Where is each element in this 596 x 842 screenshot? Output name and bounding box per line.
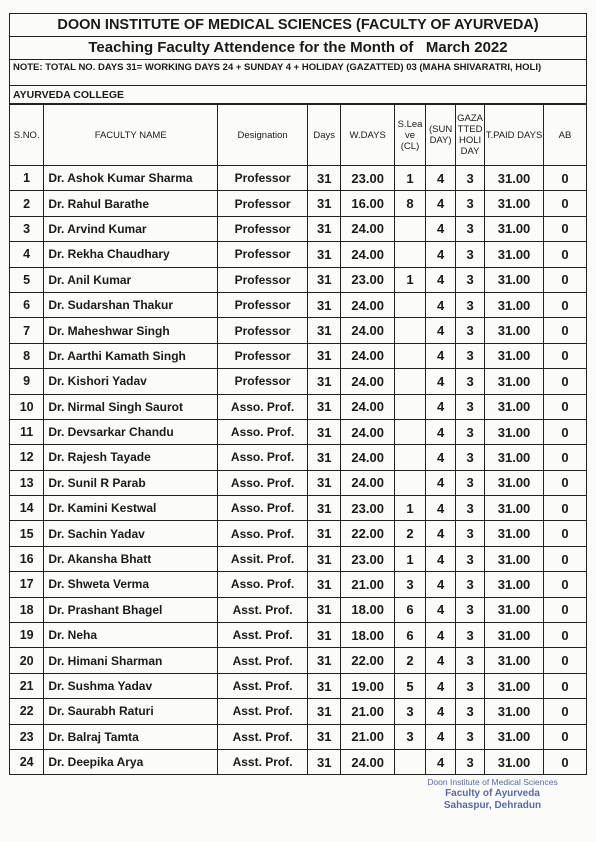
cell-holiday: 3 xyxy=(456,191,485,216)
sheet-title: Teaching Faculty Attendence for the Month of March 2022 xyxy=(10,37,586,60)
cell-days: 31 xyxy=(308,166,341,191)
cell-days: 31 xyxy=(308,394,341,419)
cell-ab: 0 xyxy=(544,724,587,749)
cell-holiday: 3 xyxy=(456,724,485,749)
cell-name: Dr. Kishori Yadav xyxy=(44,369,218,394)
cell-sunday: 4 xyxy=(426,394,456,419)
cell-name: Dr. Rekha Chaudhary xyxy=(44,242,218,267)
cell-name: Dr. Shweta Verma xyxy=(44,572,218,597)
cell-sleave: 8 xyxy=(394,191,425,216)
cell-sno: 11 xyxy=(10,419,44,444)
table-row xyxy=(10,496,587,521)
cell-name: Dr. Rajesh Tayade xyxy=(44,445,218,470)
table-row xyxy=(10,749,587,774)
cell-name: Dr. Akansha Bhatt xyxy=(44,546,218,571)
cell-designation: Professor xyxy=(218,166,308,191)
cell-wdays: 24.00 xyxy=(341,470,395,495)
cell-days: 31 xyxy=(308,572,341,597)
cell-days: 31 xyxy=(308,242,341,267)
cell-designation: Professor xyxy=(218,369,308,394)
cell-ab: 0 xyxy=(544,445,587,470)
cell-holiday: 3 xyxy=(456,216,485,241)
cell-sleave xyxy=(394,394,425,419)
cell-name: Dr. Prashant Bhagel xyxy=(44,597,218,622)
cell-name: Dr. Saurabh Raturi xyxy=(44,699,218,724)
cell-holiday: 3 xyxy=(456,496,485,521)
cell-sno: 12 xyxy=(10,445,44,470)
cell-name: Dr. Arvind Kumar xyxy=(44,216,218,241)
cell-sleave: 3 xyxy=(394,572,425,597)
table-row xyxy=(10,191,587,216)
table-row xyxy=(10,623,587,648)
cell-ab: 0 xyxy=(544,419,587,444)
cell-holiday: 3 xyxy=(456,292,485,317)
cell-designation: Professor xyxy=(218,216,308,241)
cell-days: 31 xyxy=(308,419,341,444)
cell-sunday: 4 xyxy=(426,419,456,444)
cell-wdays: 24.00 xyxy=(341,445,395,470)
cell-sunday: 4 xyxy=(426,343,456,368)
cell-holiday: 3 xyxy=(456,267,485,292)
cell-sleave xyxy=(394,343,425,368)
cell-holiday: 3 xyxy=(456,419,485,444)
table-row xyxy=(10,242,587,267)
cell-name: Dr. Kamini Kestwal xyxy=(44,496,218,521)
cell-name: Dr. Aarthi Kamath Singh xyxy=(44,343,218,368)
cell-wdays: 21.00 xyxy=(341,572,395,597)
cell-designation: Asst. Prof. xyxy=(218,699,308,724)
cell-sleave xyxy=(394,749,425,774)
cell-days: 31 xyxy=(308,648,341,673)
cell-designation: Asst. Prof. xyxy=(218,724,308,749)
cell-sno: 8 xyxy=(10,343,44,368)
cell-sunday: 4 xyxy=(426,496,456,521)
table-row xyxy=(10,724,587,749)
cell-wdays: 22.00 xyxy=(341,521,395,546)
cell-sunday: 4 xyxy=(426,673,456,698)
cell-wdays: 23.00 xyxy=(341,267,395,292)
cell-sleave xyxy=(394,292,425,317)
cell-holiday: 3 xyxy=(456,572,485,597)
cell-days: 31 xyxy=(308,546,341,571)
col-sno: S.NO. xyxy=(10,105,44,166)
cell-sno: 17 xyxy=(10,572,44,597)
cell-tpaid: 31.00 xyxy=(485,267,544,292)
cell-holiday: 3 xyxy=(456,623,485,648)
cell-name: Dr. Ashok Kumar Sharma xyxy=(44,166,218,191)
cell-designation: Assit. Prof. xyxy=(218,546,308,571)
cell-name: Dr. Nirmal Singh Saurot xyxy=(44,394,218,419)
cell-days: 31 xyxy=(308,445,341,470)
cell-sleave: 6 xyxy=(394,623,425,648)
cell-sunday: 4 xyxy=(426,699,456,724)
cell-sno: 7 xyxy=(10,318,44,343)
cell-name: Dr. Sachin Yadav xyxy=(44,521,218,546)
cell-holiday: 3 xyxy=(456,369,485,394)
cell-ab: 0 xyxy=(544,394,587,419)
cell-sno: 9 xyxy=(10,369,44,394)
cell-holiday: 3 xyxy=(456,166,485,191)
cell-sno: 1 xyxy=(10,166,44,191)
cell-tpaid: 31.00 xyxy=(485,242,544,267)
cell-days: 31 xyxy=(308,724,341,749)
col-sleave: S.Lea ve (CL) xyxy=(394,105,425,166)
cell-name: Dr. Sunil R Parab xyxy=(44,470,218,495)
cell-sno: 4 xyxy=(10,242,44,267)
stamp-line-1: Doon Institute of Medical Sciences xyxy=(427,777,558,787)
cell-holiday: 3 xyxy=(456,648,485,673)
cell-sleave xyxy=(394,419,425,444)
cell-tpaid: 31.00 xyxy=(485,318,544,343)
table-row xyxy=(10,699,587,724)
cell-holiday: 3 xyxy=(456,699,485,724)
table-row xyxy=(10,470,587,495)
table-row xyxy=(10,216,587,241)
college-stamp xyxy=(410,776,575,812)
col-holiday: GAZA TTED HOLI DAY xyxy=(456,105,485,166)
cell-sleave xyxy=(394,242,425,267)
cell-sunday: 4 xyxy=(426,470,456,495)
cell-holiday: 3 xyxy=(456,470,485,495)
cell-sunday: 4 xyxy=(426,749,456,774)
cell-designation: Professor xyxy=(218,242,308,267)
cell-wdays: 18.00 xyxy=(341,597,395,622)
cell-sunday: 4 xyxy=(426,521,456,546)
cell-ab: 0 xyxy=(544,521,587,546)
table-row xyxy=(10,521,587,546)
cell-designation: Asso. Prof. xyxy=(218,521,308,546)
cell-sleave: 1 xyxy=(394,267,425,292)
cell-name: Dr. Sudarshan Thakur xyxy=(44,292,218,317)
table-row xyxy=(10,546,587,571)
cell-wdays: 19.00 xyxy=(341,673,395,698)
cell-tpaid: 31.00 xyxy=(485,496,544,521)
cell-tpaid: 31.00 xyxy=(485,546,544,571)
cell-holiday: 3 xyxy=(456,546,485,571)
cell-tpaid: 31.00 xyxy=(485,572,544,597)
cell-ab: 0 xyxy=(544,673,587,698)
cell-designation: Asso. Prof. xyxy=(218,496,308,521)
cell-wdays: 24.00 xyxy=(341,419,395,444)
cell-tpaid: 31.00 xyxy=(485,191,544,216)
cell-wdays: 24.00 xyxy=(341,343,395,368)
cell-name: Dr. Devsarkar Chandu xyxy=(44,419,218,444)
cell-tpaid: 31.00 xyxy=(485,724,544,749)
cell-ab: 0 xyxy=(544,749,587,774)
cell-wdays: 24.00 xyxy=(341,749,395,774)
cell-name: Dr. Deepika Arya xyxy=(44,749,218,774)
cell-days: 31 xyxy=(308,191,341,216)
cell-tpaid: 31.00 xyxy=(485,166,544,191)
table-row xyxy=(10,673,587,698)
cell-ab: 0 xyxy=(544,292,587,317)
cell-tpaid: 31.00 xyxy=(485,343,544,368)
col-wdays: W.DAYS xyxy=(341,105,395,166)
cell-ab: 0 xyxy=(544,699,587,724)
cell-wdays: 22.00 xyxy=(341,648,395,673)
cell-designation: Professor xyxy=(218,191,308,216)
cell-designation: Asso. Prof. xyxy=(218,470,308,495)
cell-wdays: 24.00 xyxy=(341,369,395,394)
cell-days: 31 xyxy=(308,673,341,698)
cell-sno: 20 xyxy=(10,648,44,673)
cell-tpaid: 31.00 xyxy=(485,419,544,444)
cell-days: 31 xyxy=(308,597,341,622)
cell-sleave xyxy=(394,216,425,241)
cell-sunday: 4 xyxy=(426,267,456,292)
cell-holiday: 3 xyxy=(456,445,485,470)
cell-ab: 0 xyxy=(544,191,587,216)
table-row xyxy=(10,394,587,419)
cell-tpaid: 31.00 xyxy=(485,673,544,698)
cell-name: Dr. Rahul Barathe xyxy=(44,191,218,216)
cell-sleave xyxy=(394,369,425,394)
cell-days: 31 xyxy=(308,521,341,546)
cell-designation: Professor xyxy=(218,318,308,343)
cell-wdays: 18.00 xyxy=(341,623,395,648)
cell-sno: 19 xyxy=(10,623,44,648)
cell-wdays: 24.00 xyxy=(341,216,395,241)
college-label: AYURVEDA COLLEGE xyxy=(9,86,587,104)
col-sunday: (SUN DAY) xyxy=(426,105,456,166)
cell-designation: Professor xyxy=(218,267,308,292)
cell-days: 31 xyxy=(308,496,341,521)
cell-sleave: 6 xyxy=(394,597,425,622)
cell-days: 31 xyxy=(308,216,341,241)
cell-tpaid: 31.00 xyxy=(485,369,544,394)
col-designation: Designation xyxy=(218,105,308,166)
col-ab: AB xyxy=(544,105,587,166)
stamp-line-3: Sahaspur, Dehradun xyxy=(443,800,542,811)
cell-sno: 22 xyxy=(10,699,44,724)
cell-sno: 21 xyxy=(10,673,44,698)
cell-sleave: 1 xyxy=(394,496,425,521)
cell-tpaid: 31.00 xyxy=(485,394,544,419)
cell-tpaid: 31.00 xyxy=(485,597,544,622)
cell-tpaid: 31.00 xyxy=(485,521,544,546)
cell-ab: 0 xyxy=(544,242,587,267)
cell-designation: Asso. Prof. xyxy=(218,394,308,419)
table-row xyxy=(10,267,587,292)
cell-holiday: 3 xyxy=(456,343,485,368)
cell-name: Dr. Anil Kumar xyxy=(44,267,218,292)
cell-holiday: 3 xyxy=(456,521,485,546)
cell-designation: Professor xyxy=(218,343,308,368)
cell-name: Dr. Balraj Tamta xyxy=(44,724,218,749)
cell-days: 31 xyxy=(308,470,341,495)
cell-ab: 0 xyxy=(544,572,587,597)
cell-days: 31 xyxy=(308,318,341,343)
cell-holiday: 3 xyxy=(456,597,485,622)
cell-ab: 0 xyxy=(544,318,587,343)
cell-name: Dr. Sushma Yadav xyxy=(44,673,218,698)
cell-sunday: 4 xyxy=(426,445,456,470)
cell-designation: Asst. Prof. xyxy=(218,648,308,673)
cell-sno: 18 xyxy=(10,597,44,622)
cell-sleave xyxy=(394,445,425,470)
days-note: NOTE: TOTAL NO. DAYS 31= WORKING DAYS 24 + SUNDAY 4 + HOLIDAY (GAZATTED) 03 (MAHA SHIVARATRI, HOLI) xyxy=(9,60,587,86)
cell-sno: 10 xyxy=(10,394,44,419)
cell-tpaid: 31.00 xyxy=(485,216,544,241)
cell-designation: Asst. Prof. xyxy=(218,673,308,698)
cell-days: 31 xyxy=(308,623,341,648)
table-row xyxy=(10,369,587,394)
cell-tpaid: 31.00 xyxy=(485,470,544,495)
col-tpaid: T.PAID DAYS xyxy=(485,105,544,166)
table-row xyxy=(10,648,587,673)
cell-sleave xyxy=(394,318,425,343)
cell-designation: Asso. Prof. xyxy=(218,445,308,470)
cell-name: Dr. Neha xyxy=(44,623,218,648)
cell-sunday: 4 xyxy=(426,724,456,749)
cell-sleave: 1 xyxy=(394,166,425,191)
cell-wdays: 23.00 xyxy=(341,546,395,571)
cell-holiday: 3 xyxy=(456,318,485,343)
cell-holiday: 3 xyxy=(456,673,485,698)
cell-sno: 5 xyxy=(10,267,44,292)
cell-sno: 15 xyxy=(10,521,44,546)
cell-sunday: 4 xyxy=(426,292,456,317)
col-name: FACULTY NAME xyxy=(44,105,218,166)
cell-ab: 0 xyxy=(544,267,587,292)
cell-wdays: 21.00 xyxy=(341,699,395,724)
cell-wdays: 24.00 xyxy=(341,394,395,419)
cell-designation: Asst. Prof. xyxy=(218,597,308,622)
cell-ab: 0 xyxy=(544,166,587,191)
cell-sunday: 4 xyxy=(426,597,456,622)
cell-ab: 0 xyxy=(544,496,587,521)
cell-tpaid: 31.00 xyxy=(485,699,544,724)
cell-designation: Asst. Prof. xyxy=(218,623,308,648)
cell-days: 31 xyxy=(308,749,341,774)
cell-designation: Professor xyxy=(218,292,308,317)
cell-sleave: 2 xyxy=(394,648,425,673)
cell-ab: 0 xyxy=(544,369,587,394)
cell-sleave: 3 xyxy=(394,724,425,749)
cell-sleave: 2 xyxy=(394,521,425,546)
cell-sunday: 4 xyxy=(426,318,456,343)
cell-sno: 24 xyxy=(10,749,44,774)
cell-holiday: 3 xyxy=(456,394,485,419)
cell-days: 31 xyxy=(308,292,341,317)
cell-wdays: 24.00 xyxy=(341,292,395,317)
cell-wdays: 16.00 xyxy=(341,191,395,216)
cell-holiday: 3 xyxy=(456,242,485,267)
table-row xyxy=(10,597,587,622)
cell-sleave: 3 xyxy=(394,699,425,724)
cell-holiday: 3 xyxy=(456,749,485,774)
cell-wdays: 21.00 xyxy=(341,724,395,749)
cell-days: 31 xyxy=(308,699,341,724)
institute-title: DOON INSTITUTE OF MEDICAL SCIENCES (FACULTY OF AYURVEDA) xyxy=(10,14,586,37)
cell-sleave: 1 xyxy=(394,546,425,571)
cell-designation: Asso. Prof. xyxy=(218,572,308,597)
cell-ab: 0 xyxy=(544,597,587,622)
cell-sleave: 5 xyxy=(394,673,425,698)
cell-designation: Asst. Prof. xyxy=(218,749,308,774)
cell-ab: 0 xyxy=(544,623,587,648)
cell-wdays: 23.00 xyxy=(341,496,395,521)
cell-sno: 14 xyxy=(10,496,44,521)
cell-sunday: 4 xyxy=(426,648,456,673)
cell-tpaid: 31.00 xyxy=(485,749,544,774)
cell-days: 31 xyxy=(308,343,341,368)
attendance-sheet xyxy=(9,13,587,775)
cell-sno: 2 xyxy=(10,191,44,216)
cell-tpaid: 31.00 xyxy=(485,292,544,317)
cell-sunday: 4 xyxy=(426,623,456,648)
table-row xyxy=(10,445,587,470)
cell-wdays: 24.00 xyxy=(341,242,395,267)
cell-ab: 0 xyxy=(544,470,587,495)
cell-wdays: 24.00 xyxy=(341,318,395,343)
cell-sno: 6 xyxy=(10,292,44,317)
cell-sleave xyxy=(394,470,425,495)
cell-sunday: 4 xyxy=(426,546,456,571)
cell-ab: 0 xyxy=(544,216,587,241)
cell-tpaid: 31.00 xyxy=(485,648,544,673)
cell-tpaid: 31.00 xyxy=(485,445,544,470)
table-row xyxy=(10,572,587,597)
table-row xyxy=(10,419,587,444)
cell-ab: 0 xyxy=(544,343,587,368)
cell-ab: 0 xyxy=(544,648,587,673)
attendance-table xyxy=(9,104,587,775)
cell-sunday: 4 xyxy=(426,166,456,191)
cell-days: 31 xyxy=(308,267,341,292)
table-row xyxy=(10,343,587,368)
cell-sunday: 4 xyxy=(426,242,456,267)
cell-sno: 3 xyxy=(10,216,44,241)
cell-wdays: 23.00 xyxy=(341,166,395,191)
sheet-header xyxy=(9,13,587,60)
cell-sno: 16 xyxy=(10,546,44,571)
stamp-line-2: Faculty of Ayurveda xyxy=(445,788,540,799)
cell-sno: 23 xyxy=(10,724,44,749)
cell-sunday: 4 xyxy=(426,572,456,597)
cell-name: Dr. Himani Sharman xyxy=(44,648,218,673)
cell-sunday: 4 xyxy=(426,369,456,394)
table-row xyxy=(10,292,587,317)
cell-sunday: 4 xyxy=(426,191,456,216)
table-header-row xyxy=(10,105,587,166)
cell-tpaid: 31.00 xyxy=(485,623,544,648)
cell-sno: 13 xyxy=(10,470,44,495)
col-days: Days xyxy=(308,105,341,166)
cell-days: 31 xyxy=(308,369,341,394)
cell-designation: Asso. Prof. xyxy=(218,419,308,444)
cell-name: Dr. Maheshwar Singh xyxy=(44,318,218,343)
cell-ab: 0 xyxy=(544,546,587,571)
table-row xyxy=(10,166,587,191)
cell-sunday: 4 xyxy=(426,216,456,241)
table-row xyxy=(10,318,587,343)
